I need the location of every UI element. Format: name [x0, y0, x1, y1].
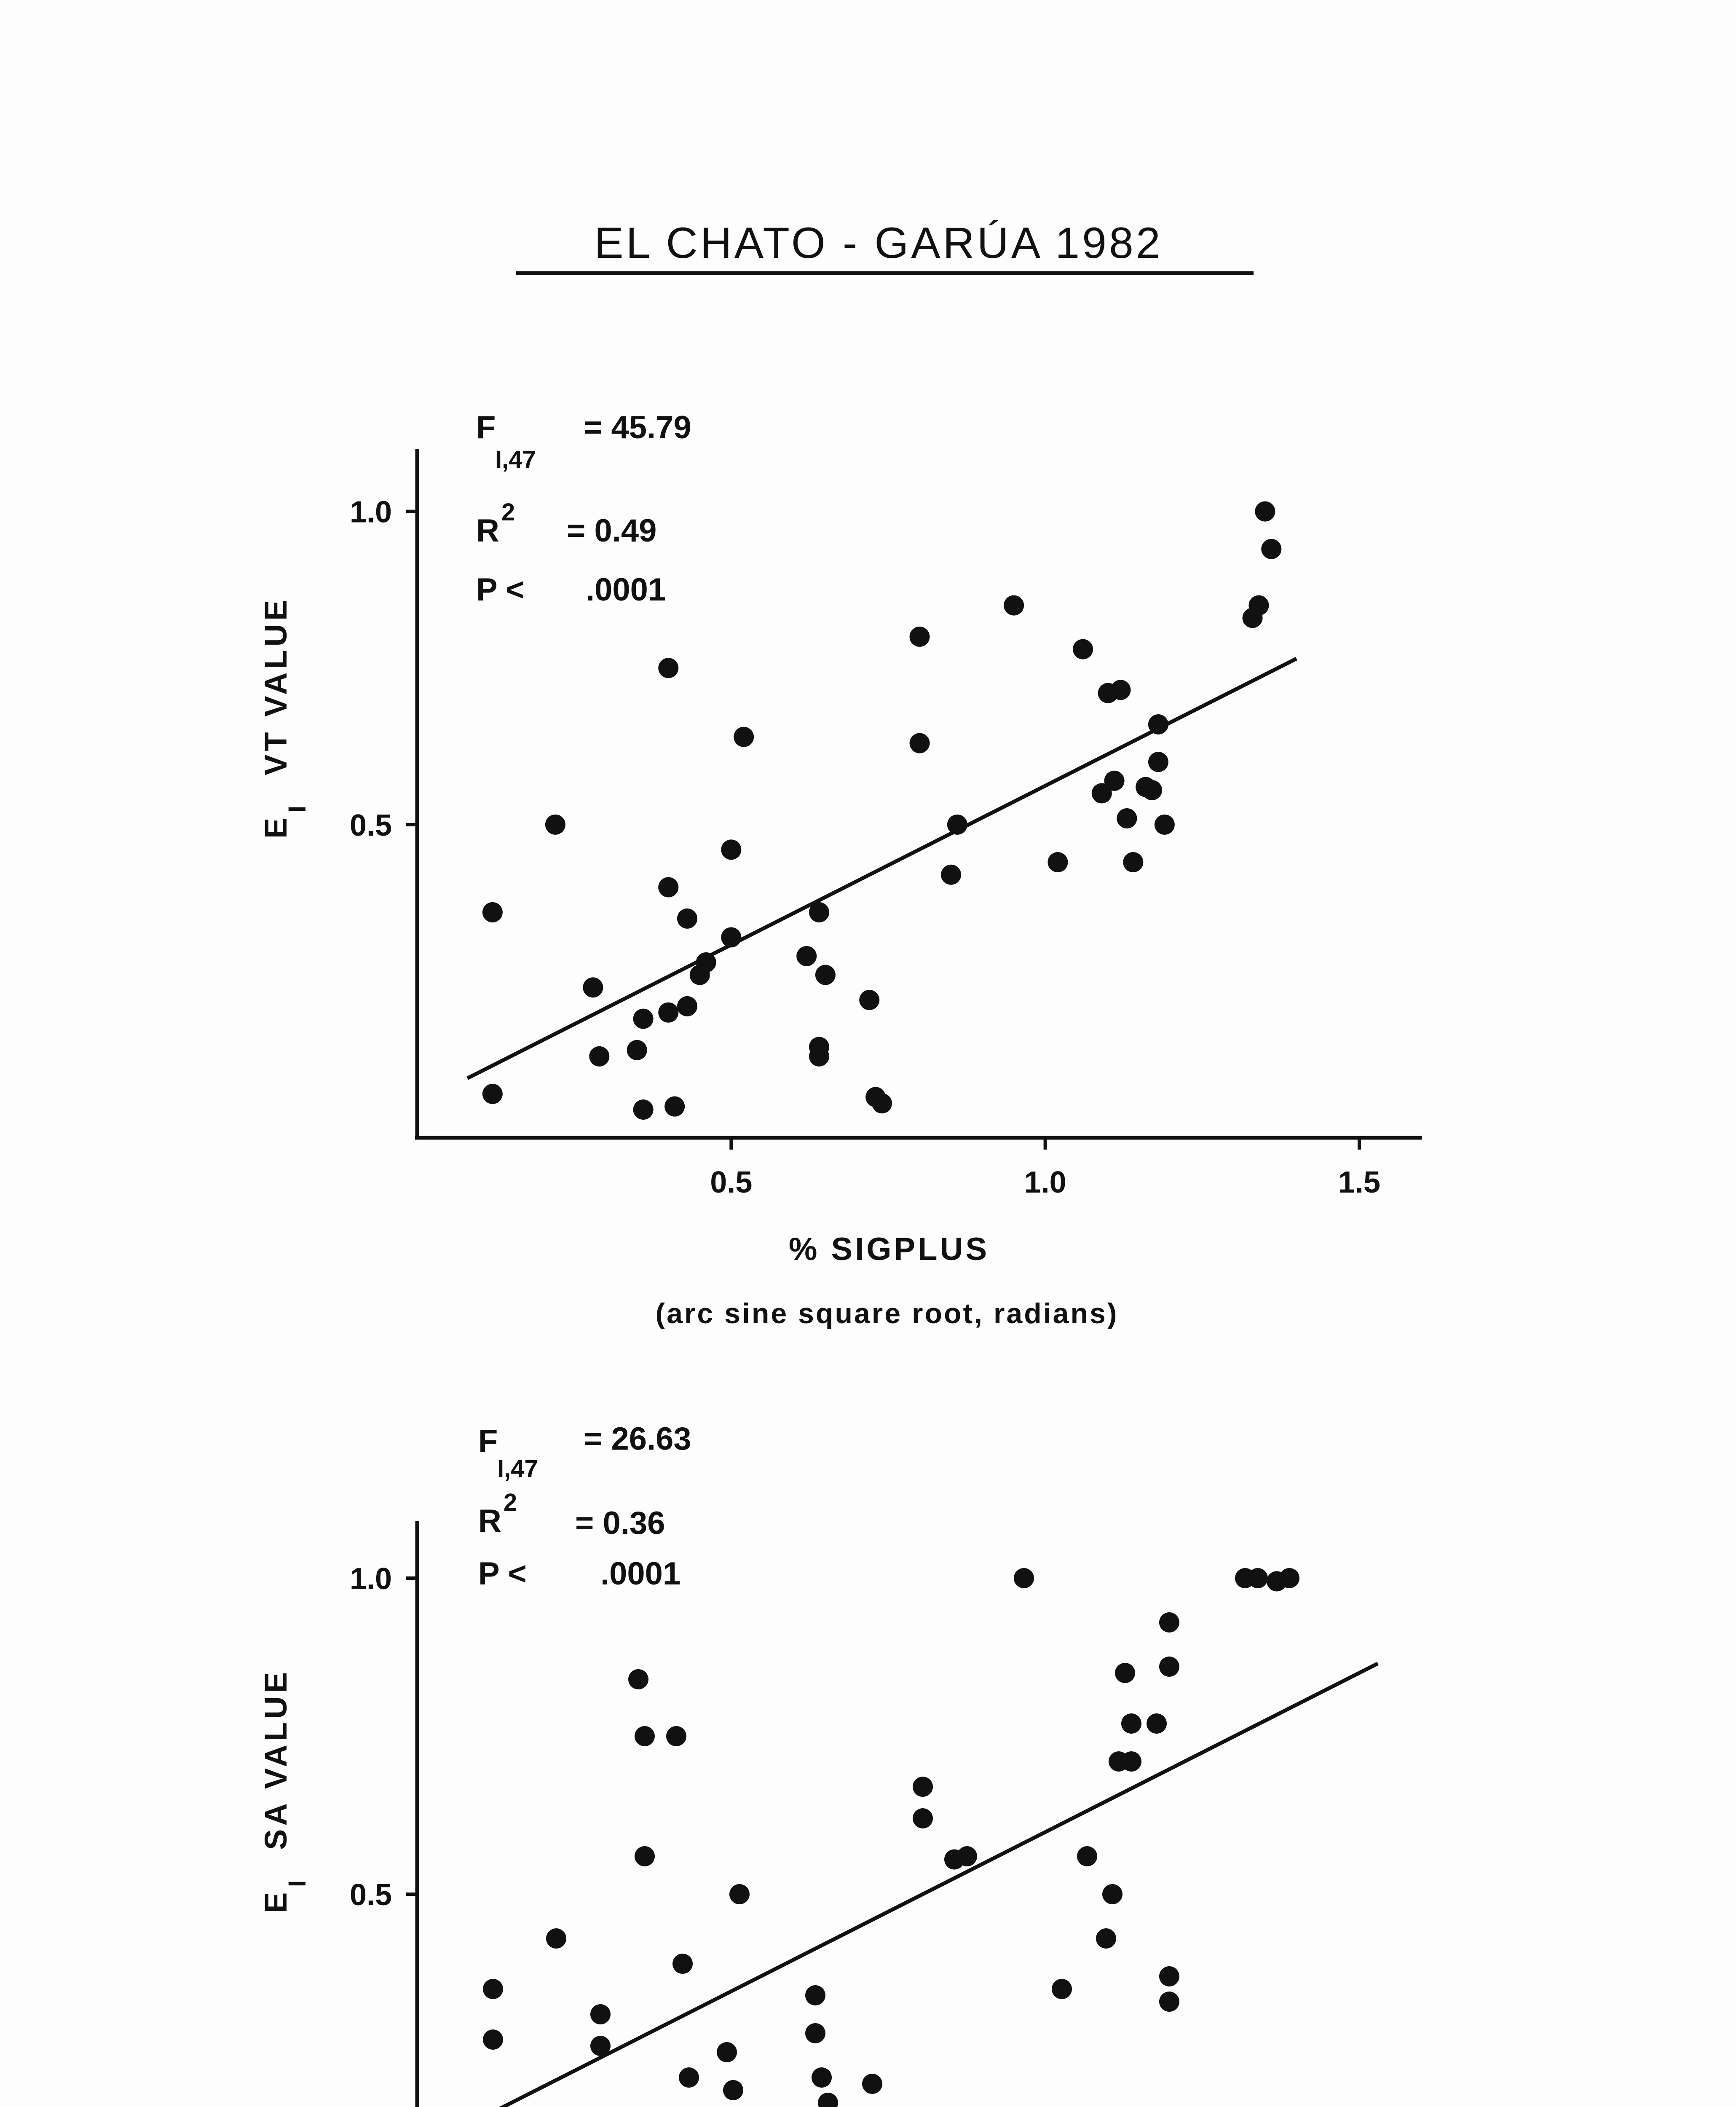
data-point	[717, 2042, 737, 2062]
stat-p-label: P <	[476, 572, 525, 608]
data-point	[734, 727, 754, 747]
stat-p-value: .0001	[600, 1556, 681, 1592]
data-point	[872, 1093, 892, 1113]
data-point	[1148, 752, 1168, 772]
data-point	[635, 1846, 655, 1866]
data-point	[947, 815, 967, 835]
stat-r-sup: 2	[501, 499, 515, 526]
data-point	[805, 2023, 825, 2043]
data-point	[910, 733, 930, 753]
data-point	[546, 1928, 566, 1949]
data-point	[664, 1096, 685, 1117]
data-point	[1147, 1713, 1167, 1734]
data-point	[957, 1846, 977, 1866]
data-point	[1148, 714, 1168, 735]
x-axis-subtitle: (arc sine square root, radians)	[655, 1297, 1119, 1330]
data-point	[1159, 1657, 1179, 1677]
data-point	[721, 839, 741, 860]
data-point	[658, 877, 678, 897]
y-title-rest: VT VALUE	[258, 596, 293, 775]
data-point	[1248, 595, 1269, 616]
data-point	[1159, 1966, 1179, 1986]
stat-p-value: .0001	[586, 572, 666, 608]
data-point	[723, 2080, 743, 2100]
stats-block	[478, 1421, 691, 1592]
data-point	[1111, 680, 1131, 700]
data-point	[812, 2067, 832, 2088]
x-tick-label: 1.0	[1024, 1166, 1066, 1199]
figure-title: EL CHATO - GARÚA 1982	[594, 219, 1163, 268]
data-point	[483, 1979, 503, 1999]
x-tick-label: 1.5	[1338, 1166, 1380, 1199]
data-point	[1047, 852, 1068, 872]
stat-r-label: R	[476, 513, 499, 549]
chart-bottom	[258, 1421, 1428, 2107]
y-title-rest: SA VALUE	[258, 1669, 293, 1850]
data-point	[859, 990, 879, 1010]
data-point	[1115, 1663, 1135, 1683]
data-point	[815, 965, 836, 985]
data-point	[590, 2036, 611, 2056]
data-point	[910, 627, 930, 647]
data-point	[696, 952, 716, 973]
y-axis-title	[258, 1669, 311, 1913]
data-point	[809, 1037, 829, 1057]
data-point	[666, 1726, 686, 1746]
data-point	[677, 996, 697, 1016]
data-point	[627, 1040, 647, 1060]
y-title-sub: I	[284, 1880, 311, 1887]
data-point	[482, 1084, 503, 1104]
data-point	[809, 902, 829, 922]
data-point	[1159, 1992, 1179, 2012]
data-point	[805, 1985, 825, 2005]
data-point	[679, 2067, 699, 2088]
regression-line	[467, 659, 1297, 1078]
data-point	[545, 815, 565, 835]
stat-f-label: F	[476, 410, 496, 445]
data-point	[1102, 1884, 1123, 1904]
data-point	[1142, 780, 1162, 800]
stats-block	[476, 410, 691, 608]
stat-p-label: P <	[478, 1556, 527, 1592]
data-point	[1052, 1979, 1072, 1999]
y-tick-label: 1.0	[349, 495, 392, 529]
data-point	[1117, 808, 1137, 828]
data-point	[583, 977, 603, 997]
data-point	[589, 1046, 609, 1067]
y-tick-label: 1.0	[349, 1562, 392, 1596]
data-point	[913, 1808, 933, 1828]
data-point	[1123, 852, 1143, 872]
chart-top	[258, 410, 1422, 1330]
y-title-e: E	[258, 814, 293, 839]
data-point	[1104, 771, 1125, 791]
data-point	[1004, 595, 1024, 616]
data-point	[483, 2029, 503, 2050]
data-point	[658, 658, 678, 678]
y-title-sub: I	[284, 805, 311, 812]
stat-f-sub: I,47	[495, 446, 536, 473]
data-point	[721, 927, 741, 947]
stat-r-value: = 0.36	[575, 1505, 665, 1541]
data-point	[1155, 815, 1175, 835]
y-tick-label: 0.5	[349, 808, 392, 842]
data-point	[1255, 501, 1275, 522]
data-point	[1014, 1568, 1034, 1588]
data-point	[1121, 1751, 1141, 1772]
stat-f-sub: I,47	[497, 1455, 538, 1482]
data-point	[633, 1099, 654, 1120]
stat-f-label: F	[478, 1423, 498, 1459]
data-point	[818, 2093, 838, 2107]
data-point	[1121, 1713, 1141, 1734]
data-point	[1073, 639, 1093, 659]
data-point	[677, 909, 697, 929]
data-point	[482, 902, 503, 922]
stat-f-value: = 45.79	[584, 410, 691, 445]
data-point	[1159, 1612, 1179, 1633]
data-point	[628, 1669, 648, 1689]
data-point	[862, 2074, 882, 2094]
data-point	[796, 946, 817, 966]
data-point	[1261, 539, 1281, 559]
y-title-e: E	[258, 1889, 293, 1913]
data-point	[1096, 1928, 1116, 1949]
data-point	[672, 1954, 693, 1974]
data-point	[590, 2004, 611, 2024]
stat-f-value: = 26.63	[584, 1421, 691, 1457]
data-point	[913, 1777, 933, 1797]
data-point	[635, 1726, 655, 1746]
stat-r-sup: 2	[504, 1489, 517, 1516]
data-point	[633, 1009, 654, 1029]
y-tick-label: 0.5	[349, 1878, 392, 1912]
x-axis-title: % SIGPLUS	[788, 1231, 990, 1267]
data-point	[729, 1884, 750, 1904]
data-point	[658, 1003, 678, 1023]
y-axis-title	[258, 597, 311, 839]
data-point	[941, 865, 961, 885]
stat-r-value: = 0.49	[567, 513, 657, 549]
data-point	[1248, 1568, 1268, 1588]
data-point	[1279, 1568, 1299, 1588]
data-point	[1077, 1846, 1097, 1866]
x-tick-label: 0.5	[710, 1166, 753, 1199]
stat-r-label: R	[478, 1503, 501, 1539]
